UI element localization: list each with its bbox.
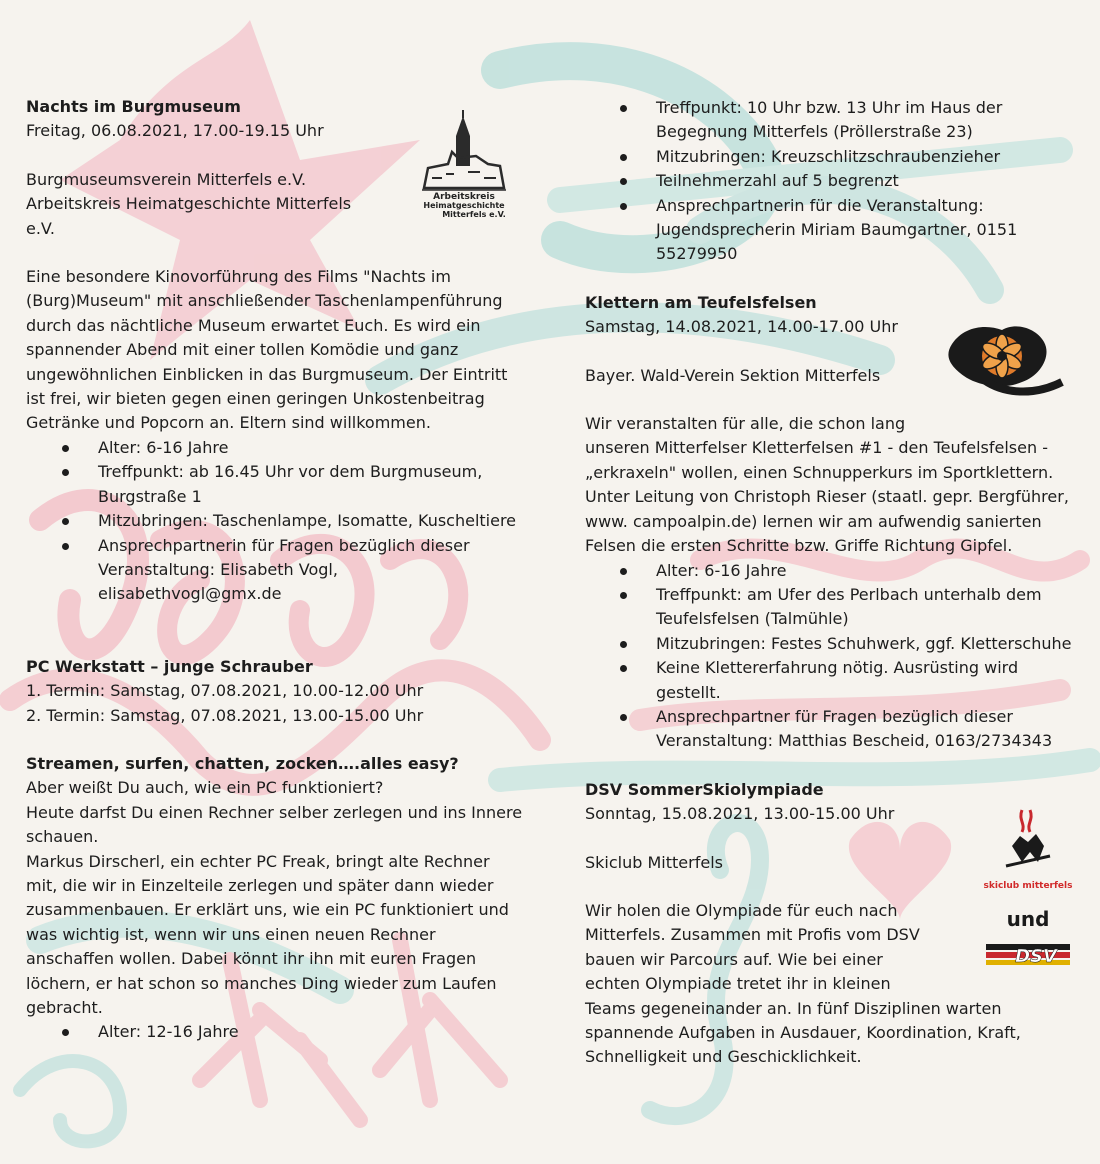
- skiclub-dsv-logo: [982, 806, 1074, 974]
- event-title: DSV SommerSkiolympiade: [585, 779, 824, 799]
- event-description-line: Schnelligkeit und Geschicklichkeit.: [585, 1047, 862, 1067]
- event-details-list: [585, 96, 1075, 267]
- antler-icon: [1021, 810, 1031, 832]
- event-date: Freitag, 06.08.2021, 17.00-19.15 Uhr: [26, 121, 324, 141]
- list-item: Alter: 12-16 Jahre: [98, 1020, 526, 1044]
- event-date: 2. Termin: Samstag, 07.08.2021, 13.00-15.00 Uhr: [26, 705, 424, 725]
- list-item: Keine Klettererfahrung nötig. Ausrüsting wird gestellt.: [656, 656, 1075, 705]
- list-item: Treffpunkt: am Ufer des Perlbach unterhalb dem Teufelsfelsen (Talmühle): [656, 583, 1075, 632]
- event-description-line: unseren Mitterfelser Kletterfelsen #1 - den Teufelsfelsen -: [585, 438, 1048, 458]
- event-description-line: was wichtig ist, wenn wir uns einen neuen Rechner: [26, 924, 436, 944]
- event-description-line: echten Olympiade tretet ihr in kleinen: [585, 974, 891, 994]
- event-description-line: gebracht.: [26, 998, 103, 1017]
- event-description-line: schauen.: [26, 827, 99, 847]
- list-item: Alter: 6-16 Jahre: [656, 559, 1075, 583]
- event-organizer: Burgmuseumsverein Mitterfels e.V.: [26, 169, 307, 189]
- event-description-line: (Burg)Museum" mit anschließender Taschenlampenführung: [26, 291, 503, 311]
- left-column: [26, 95, 526, 1045]
- event-date: Samstag, 14.08.2021, 14.00-17.00 Uhr: [585, 317, 898, 337]
- event-description-line: Aber weißt Du auch, wie ein PC funktioniert?: [26, 778, 384, 798]
- event-date: Sonntag, 15.08.2021, 13.00-15.00 Uhr: [585, 804, 895, 824]
- event-details-list: [26, 436, 526, 607]
- list-item: Treffpunkt: 10 Uhr bzw. 13 Uhr im Haus der Begegnung Mitterfels (Pröllerstraße 23): [656, 96, 1075, 145]
- event-description-line: www. campoalpin.de) lernen wir am aufwendig sanierten: [585, 511, 1042, 531]
- dsv-logo-text: DSV: [1015, 946, 1057, 967]
- event-description-line: „erkraxeln" wollen, einen Schnupperkurs im Sportklettern.: [585, 462, 1054, 482]
- event-description-line: Getränke und Popcorn an. Eltern sind willkommen.: [26, 413, 431, 433]
- list-item: Ansprechpartnerin für die Veranstaltung: Jugendsprecherin Miriam Baumgartner, 0151 55279950: [656, 194, 1075, 267]
- event-description-line: ist frei, wir bieten gegen einen geringen Unkostenbeitrag: [26, 389, 485, 409]
- skiclub-logo-text: skiclub mitterfels: [983, 881, 1073, 891]
- event-description-line: löchern, er hat schon so manches Ding wieder zum Laufen: [26, 973, 497, 993]
- event-description-line: Felsen die ersten Schritte bzw. Griffe Richtung Gipfel.: [585, 536, 1013, 556]
- logo-text: Mitterfels e.V.: [442, 210, 506, 219]
- event-organizer: Bayer. Wald-Verein Sektion Mitterfels: [585, 365, 881, 385]
- event-description-line: Wir veranstalten für alle, die schon lang: [585, 414, 906, 434]
- event-date: 1. Termin: Samstag, 07.08.2021, 10.00-12.00 Uhr: [26, 681, 424, 701]
- event-title: Klettern am Teufelsfelsen: [585, 292, 817, 312]
- event-description-line: anschaffen wollen. Dabei könnt ihr ihn mit euren Fragen: [26, 949, 477, 969]
- list-item: Mitzubringen: Taschenlampe, Isomatte, Kuscheltiere: [98, 509, 526, 533]
- event-details-list: [585, 559, 1075, 754]
- event-title: PC Werkstatt – junge Schrauber: [26, 656, 313, 676]
- list-item: Alter: 6-16 Jahre: [98, 436, 526, 460]
- event-title: Nachts im Burgmuseum: [26, 97, 241, 116]
- event-organizer: e.V.: [26, 218, 55, 238]
- event-description-line: spannender Abend mit einer tollen Komödie und ganz: [26, 340, 459, 360]
- logo-text: Heimatgeschichte: [423, 201, 505, 210]
- event-description-line: Mitterfels. Zusammen mit Profis vom DSV: [585, 925, 920, 945]
- event-description-line: spannende Aufgaben in Ausdauer, Koordination, Kraft,: [585, 1023, 1021, 1042]
- event-subtitle: Streamen, surfen, chatten, zocken….alles easy?: [26, 753, 459, 773]
- list-item: Ansprechpartner für Fragen bezüglich dieser Veranstaltung: Matthias Bescheid, 0163/2734343: [656, 705, 1075, 754]
- event-description-line: Wir holen die Olympiade für euch nach: [585, 900, 898, 920]
- event-description-line: Teams gegeneinander an. In fünf Disziplinen warten: [585, 998, 1002, 1018]
- castle-logo: [418, 108, 510, 220]
- event-details-list: [26, 1020, 526, 1044]
- event-pc-werkstatt: [26, 655, 526, 1045]
- list-item: Ansprechpartnerin für Fragen bezüglich dieser Veranstaltung: Elisabeth Vogl, elisabethvogl@gmx.de: [98, 534, 526, 607]
- event-description-line: Markus Dirscherl, ein echter PC Freak, bringt alte Rechner: [26, 851, 490, 871]
- event-description-line: mit, die wir in Einzelteile zerlegen und später dann wieder: [26, 875, 494, 895]
- logo-text: Arbeitskreis: [433, 192, 495, 202]
- event-organizer: Skiclub Mitterfels: [585, 852, 723, 872]
- und-text: und: [1006, 907, 1050, 931]
- list-item: Mitzubringen: Kreuzschlitzschraubenzieher: [656, 145, 1075, 169]
- event-description-line: bauen wir Parcours auf. Wie bei einer: [585, 949, 883, 969]
- event-description-line: ungewöhnlichen Einblicken in das Burgmuseum. Der Eintritt: [26, 364, 508, 384]
- event-description-line: Unter Leitung von Christoph Rieser (staatl. gepr. Bergführer,: [585, 487, 1069, 507]
- event-description-line: Heute darfst Du einen Rechner selber zerlegen und ins Innere: [26, 802, 523, 822]
- event-description-line: Eine besondere Kinovorführung des Films "Nachts im: [26, 267, 451, 287]
- event-organizer: Arbeitskreis Heimatgeschichte Mitterfels: [26, 194, 352, 214]
- list-item: Mitzubringen: Festes Schuhwerk, ggf. Kletterschuhe: [656, 632, 1075, 656]
- list-item: Treffpunkt: ab 16.45 Uhr vor dem Burgmuseum, Burgstraße 1: [98, 460, 526, 509]
- event-description-line: durch das nächtliche Museum erwartet Euch. Es wird ein: [26, 315, 481, 335]
- wald-verein-logo: [944, 320, 1068, 400]
- event-description-line: zusammenbauen. Er erklärt uns, wie ein PC funktioniert und: [26, 900, 509, 920]
- list-item: Teilnehmerzahl auf 5 begrenzt: [656, 169, 1075, 193]
